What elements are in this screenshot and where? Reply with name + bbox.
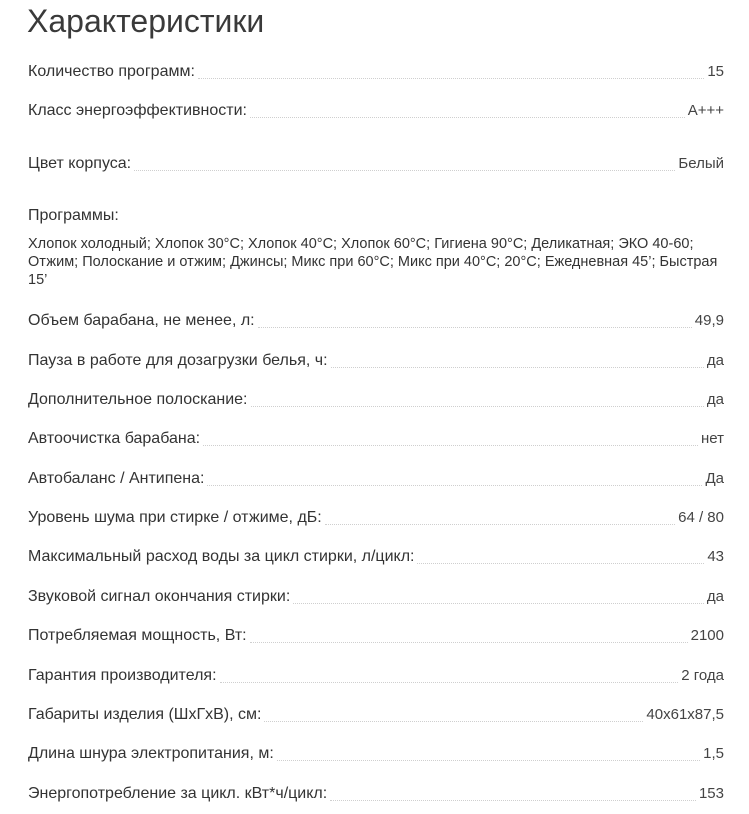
spec-label: Класс энергоэффективности: (28, 102, 247, 119)
spec-label: Пауза в работе для дозагрузки белья, ч: (28, 352, 328, 369)
spec-value: нет (701, 430, 724, 447)
spec-label: Максимальный расход воды за цикл стирки, л/цикл: (28, 548, 415, 565)
spec-row-energy-consumption (28, 781, 724, 803)
dotted-leader (203, 445, 698, 446)
spec-label: Уровень шума при стирке / отжиме, дБ: (28, 509, 322, 526)
dotted-leader (330, 800, 696, 801)
spec-value: 40x61x87,5 (646, 706, 724, 723)
spec-row-drum-volume (28, 308, 724, 330)
spec-label: Автобаланс / Антипена: (28, 470, 205, 487)
spec-value: A+++ (687, 102, 724, 119)
spec-row-cord-length (28, 741, 724, 763)
dotted-leader (198, 78, 704, 79)
spec-label: Автоочистка барабана: (28, 430, 201, 447)
dotted-leader (134, 170, 675, 171)
spec-row-energy-class (28, 98, 724, 120)
spec-row-warranty (28, 663, 724, 685)
spec-label: Цвет корпуса: (28, 155, 132, 172)
dotted-leader (251, 406, 704, 407)
spec-row-programs-count (28, 59, 724, 81)
spec-row-autobalance (28, 466, 724, 488)
spec-row-pause (28, 348, 724, 370)
spec-label: Дополнительное полоскание: (28, 391, 248, 408)
spec-label: Потребляемая мощность, Вт: (28, 627, 247, 644)
programs-label: Программы: (28, 207, 119, 224)
dotted-leader (277, 760, 700, 761)
spec-value: 15 (707, 63, 724, 80)
dotted-leader (250, 642, 688, 643)
spec-value: 64 / 80 (678, 509, 724, 526)
dotted-leader (258, 327, 692, 328)
spec-value: да (706, 588, 724, 605)
spec-row-extra-rinse (28, 387, 724, 409)
programs-list: Хлопок холодный; Хлопок 30°C; Хлопок 40°C; Хлопок 60°C; Гигиена 90°C; Деликатная; ЭКО 40-60; Отжим; Полоскание и отжим; Джинсы; Микс при 60°C; Микс при 40°C; 20°C; Ежедневная 45’; Быстрая 15’ (28, 236, 718, 288)
spec-row-drum-clean (28, 426, 724, 448)
spec-value: да (706, 391, 724, 408)
dotted-leader (250, 117, 685, 118)
dotted-leader (331, 367, 704, 368)
dotted-leader (325, 524, 675, 525)
dotted-leader (207, 485, 702, 486)
spec-row-noise (28, 505, 724, 527)
spec-label: Длина шнура электропитания, м: (28, 745, 274, 762)
dotted-leader (293, 603, 704, 604)
spec-row-dimensions (28, 702, 724, 724)
spec-label: Гарантия производителя: (28, 667, 217, 684)
spec-label: Габариты изделия (ШхГхВ), см: (28, 706, 262, 723)
spec-label: Энергопотребление за цикл. кВт*ч/цикл: (28, 785, 328, 802)
spec-row-body-color (28, 151, 724, 173)
spec-label: Звуковой сигнал окончания стирки: (28, 588, 291, 605)
dotted-leader (220, 682, 679, 683)
spec-label: Количество программ: (28, 63, 195, 80)
spec-value: Белый (678, 155, 724, 172)
dotted-leader (417, 563, 704, 564)
spec-value: 2100 (690, 627, 724, 644)
spec-value: 49,9 (694, 312, 724, 329)
spec-value: 1,5 (703, 745, 724, 762)
spec-value: Да (705, 470, 724, 487)
spec-label: Объем барабана, не менее, л: (28, 312, 255, 329)
page-title: Характеристики (27, 3, 265, 39)
spec-value: 153 (698, 785, 724, 802)
spec-value: 43 (707, 548, 724, 565)
spec-value: да (706, 352, 724, 369)
spec-row-power (28, 623, 724, 645)
spec-row-water-consumption (28, 544, 724, 566)
spec-value: 2 года (681, 667, 724, 684)
dotted-leader (264, 721, 643, 722)
spec-row-end-signal (28, 584, 724, 606)
